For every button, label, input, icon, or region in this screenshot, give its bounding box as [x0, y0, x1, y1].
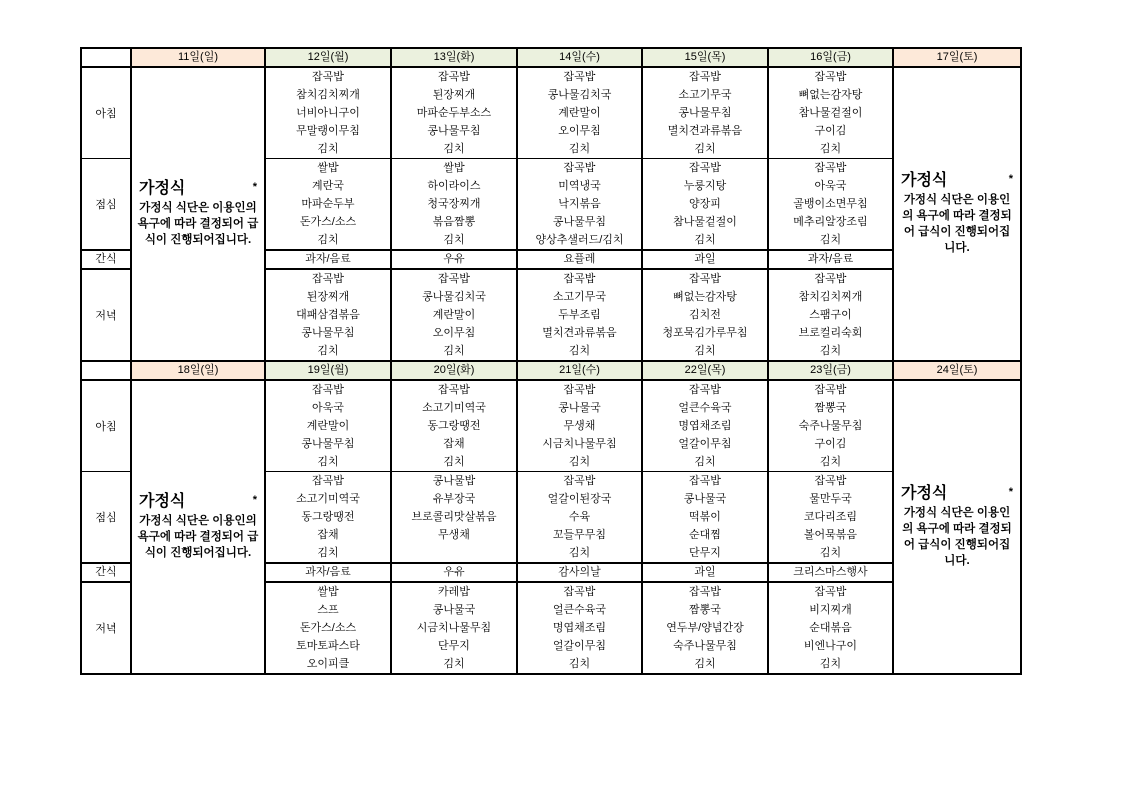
menu-item-list [266, 381, 390, 471]
note-description: 가정식 식단은 이용인의 욕구에 따라 결정되어 급식이 진행되어집니다. [137, 202, 259, 246]
menu-item-list [266, 270, 390, 360]
menu-cell-breakfast [642, 67, 768, 159]
menu-item: 멸치견과류볶음 [667, 125, 743, 137]
menu-cell-breakfast [768, 380, 893, 472]
menu-item: 잡곡밥 [563, 384, 596, 396]
menu-cell-lunch [768, 472, 893, 564]
menu-item: 비지찌개 [809, 604, 852, 616]
date-header-saturday: 17일(토) [893, 48, 1021, 67]
menu-table [80, 47, 1022, 675]
meal-row-label-dinner: 저녁 [81, 269, 131, 361]
home-meal-note-cell-saturday [893, 67, 1021, 361]
menu-item: 대패삼겹볶음 [296, 309, 360, 321]
menu-item: 김치 [443, 234, 465, 246]
date-header-sunday: 11일(일) [131, 48, 265, 67]
menu-item: 볼어묵볶음 [803, 529, 858, 541]
home-meal-note [137, 493, 259, 561]
menu-item: 잡곡밥 [689, 586, 721, 598]
menu-item: 짬뽕국 [689, 604, 721, 616]
menu-item-list [769, 583, 892, 673]
menu-item: 잡곡밥 [563, 586, 596, 598]
menu-item: 콩나물국 [683, 493, 727, 505]
menu-item: 잡곡밥 [814, 586, 847, 598]
menu-item: 미역냉국 [558, 180, 601, 192]
date-header-weekday: 22일(목) [642, 361, 768, 380]
menu-cell-lunch [642, 472, 768, 564]
breakfast-row [81, 67, 1021, 159]
note-header [899, 485, 1015, 503]
menu-item: 김치 [694, 143, 716, 155]
menu-item: 청포묵김가루무침 [662, 327, 748, 339]
menu-item: 잡곡밥 [563, 273, 596, 285]
menu-item: 구이김 [814, 125, 847, 137]
menu-item: 단무지 [689, 547, 721, 559]
snack-cell: 우유 [391, 563, 517, 582]
menu-item: 오이무침 [432, 327, 476, 339]
date-header-weekday: 20일(화) [391, 361, 517, 380]
menu-item: 잡곡밥 [563, 162, 596, 174]
note-header [137, 493, 259, 511]
menu-item: 잡곡밥 [438, 71, 470, 83]
menu-cell-breakfast [768, 67, 893, 159]
menu-item: 참나물겉절이 [673, 216, 737, 228]
menu-item: 돈가스/소스 [299, 622, 357, 634]
menu-item: 잡채 [317, 529, 339, 541]
menu-item: 얼큰수육국 [552, 604, 607, 616]
menu-item: 계란국 [312, 180, 344, 192]
menu-item: 소고기무국 [678, 89, 732, 101]
menu-item: 순대찜 [689, 529, 721, 541]
menu-item: 아욱국 [814, 180, 847, 192]
breakfast-row [81, 380, 1021, 472]
menu-item: 계란말이 [432, 309, 476, 321]
home-meal-note [899, 172, 1015, 256]
menu-item-list [518, 583, 641, 673]
menu-cell-lunch [517, 159, 642, 251]
menu-item-list [643, 472, 767, 562]
menu-item: 김치 [819, 234, 842, 246]
menu-item-list [769, 472, 892, 562]
menu-item: 김치 [819, 345, 842, 357]
menu-item: 동그랑땡전 [301, 511, 355, 523]
snack-cell: 감사의날 [517, 563, 642, 582]
menu-item-list [266, 472, 390, 562]
menu-item: 무생채 [563, 420, 596, 432]
menu-item: 콩나물무침 [427, 125, 481, 137]
menu-item-list [518, 270, 641, 360]
menu-item: 아욱국 [312, 402, 344, 414]
menu-cell-lunch [391, 159, 517, 251]
date-header-weekday: 13일(화) [391, 48, 517, 67]
menu-item: 잡곡밥 [814, 162, 847, 174]
menu-item: 김치 [443, 658, 465, 670]
menu-item: 양장피 [689, 198, 721, 210]
menu-item: 물만두국 [809, 493, 852, 505]
menu-item-list [643, 68, 767, 158]
menu-cell-lunch [265, 159, 391, 251]
menu-item: 잡곡밥 [438, 384, 470, 396]
meal-row-label-lunch: 점심 [81, 472, 131, 564]
note-asterisk: * [1008, 173, 1013, 185]
menu-item: 얼갈이무침 [552, 640, 607, 652]
menu-item: 양상추샐러드/김치 [535, 234, 624, 246]
menu-item: 소고기무국 [552, 291, 607, 303]
note-description: 가정식 식단은 이용인의 욕구에 따라 결정되어 급식이 진행되어집니다. [902, 507, 1012, 567]
menu-item: 잡채 [443, 438, 465, 450]
menu-cell-breakfast [391, 380, 517, 472]
menu-item-list [643, 583, 767, 673]
menu-item: 잡곡밥 [814, 475, 847, 487]
menu-item: 김치 [443, 456, 465, 468]
menu-item-list [392, 159, 516, 249]
meal-row-label-dinner: 저녁 [81, 582, 131, 674]
menu-cell-dinner [517, 269, 642, 361]
menu-item: 명엽채조림 [552, 622, 607, 634]
meal-row-label-lunch: 점심 [81, 159, 131, 251]
menu-item: 콩나물국 [558, 402, 601, 414]
meal-row-label-snack: 간식 [81, 563, 131, 582]
menu-item: 잡곡밥 [438, 273, 470, 285]
menu-cell-dinner [517, 582, 642, 674]
menu-item: 뼈없는감자탕 [798, 89, 863, 101]
menu-item: 잡곡밥 [312, 475, 344, 487]
menu-item: 돈가스/소스 [299, 216, 357, 228]
menu-item: 너비아니구이 [296, 107, 360, 119]
menu-item-list [392, 270, 516, 360]
menu-item: 참나물겉절이 [798, 107, 863, 119]
home-meal-note-cell-saturday [893, 380, 1021, 674]
menu-item: 쌀밥 [443, 162, 465, 174]
meal-row-label-breakfast: 아침 [81, 380, 131, 472]
menu-item: 연두부/양념간장 [666, 622, 744, 634]
menu-cell-lunch [391, 472, 517, 564]
menu-item: 김치 [443, 345, 465, 357]
menu-item: 수육 [568, 511, 591, 523]
menu-item: 잡곡밥 [689, 162, 721, 174]
menu-item: 김치 [568, 658, 591, 670]
menu-item: 브로콜리맛살볶음 [411, 511, 497, 523]
menu-item: 김치 [317, 456, 339, 468]
menu-item: 시금치나물무침 [542, 438, 617, 450]
menu-item: 숙주나물무침 [798, 420, 863, 432]
menu-cell-breakfast [517, 380, 642, 472]
menu-item-list [392, 381, 516, 471]
meal-row-label-breakfast: 아침 [81, 67, 131, 159]
menu-item-list [266, 68, 390, 158]
menu-item: 오이무침 [558, 125, 601, 137]
home-meal-note-cell-sunday [131, 380, 265, 674]
menu-item: 뼈없는감자탕 [673, 291, 737, 303]
menu-item-list [643, 159, 767, 249]
menu-item: 스프 [317, 604, 339, 616]
menu-item: 잡곡밥 [312, 71, 344, 83]
menu-item: 누룽지탕 [683, 180, 727, 192]
menu-item: 단무지 [438, 640, 470, 652]
menu-item: 김치 [694, 658, 716, 670]
menu-item: 김치 [819, 658, 842, 670]
menu-item: 동그랑땡전 [427, 420, 481, 432]
menu-item: 콩나물밥 [432, 475, 476, 487]
menu-item-list [769, 381, 892, 471]
menu-cell-breakfast [265, 67, 391, 159]
menu-item: 낙지볶음 [558, 198, 601, 210]
menu-item [392, 544, 516, 562]
menu-cell-lunch [642, 159, 768, 251]
menu-item-list [518, 68, 641, 158]
menu-item: 계란말이 [558, 107, 601, 119]
menu-item: 콩나물김치국 [422, 291, 486, 303]
menu-item: 참치김치찌개 [296, 89, 360, 101]
note-asterisk: * [252, 494, 257, 506]
menu-item: 김치 [317, 547, 339, 559]
snack-cell: 요플레 [517, 250, 642, 269]
menu-item: 김치 [568, 143, 591, 155]
menu-item: 카레밥 [438, 586, 470, 598]
menu-cell-dinner [391, 269, 517, 361]
menu-item: 콩나물무침 [552, 216, 607, 228]
menu-cell-lunch [768, 159, 893, 251]
menu-item: 된장찌개 [432, 89, 476, 101]
menu-item: 잡곡밥 [814, 273, 847, 285]
date-header-saturday: 24일(토) [893, 361, 1021, 380]
menu-item: 쌀밥 [317, 586, 339, 598]
menu-item: 얼갈이된장국 [547, 493, 612, 505]
date-header-sunday: 18일(일) [131, 361, 265, 380]
date-header-weekday: 23일(금) [768, 361, 893, 380]
menu-cell-breakfast [391, 67, 517, 159]
menu-item: 잡곡밥 [689, 273, 721, 285]
menu-cell-dinner [768, 582, 893, 674]
date-header-weekday: 14일(수) [517, 48, 642, 67]
snack-cell: 과자/음료 [768, 250, 893, 269]
menu-item: 마파순두부 [301, 198, 355, 210]
menu-item: 김치 [694, 456, 716, 468]
menu-item: 잡곡밥 [814, 384, 847, 396]
menu-item: 꼬들무무침 [552, 529, 607, 541]
menu-item: 콩나물무침 [301, 327, 355, 339]
menu-item: 짬뽕국 [814, 402, 847, 414]
home-meal-note [137, 180, 259, 248]
menu-item: 유부장국 [432, 493, 476, 505]
menu-item: 멸치견과류볶음 [542, 327, 617, 339]
snack-cell: 과자/음료 [265, 250, 391, 269]
menu-item: 청국장찌개 [427, 198, 481, 210]
date-header-weekday: 21일(수) [517, 361, 642, 380]
note-title: 가정식 [901, 485, 948, 502]
menu-item: 김치 [443, 143, 465, 155]
menu-item: 두부조림 [558, 309, 601, 321]
menu-item: 명엽채조림 [678, 420, 732, 432]
menu-item: 김치 [694, 234, 716, 246]
menu-item: 오이피클 [306, 658, 350, 670]
note-description: 가정식 식단은 이용인의 욕구에 따라 결정되어 급식이 진행되어집니다. [902, 194, 1012, 254]
menu-item: 코다리조림 [803, 511, 858, 523]
menu-item: 콩나물무침 [301, 438, 355, 450]
menu-item-list [266, 159, 390, 249]
menu-cell-breakfast [517, 67, 642, 159]
menu-cell-lunch [265, 472, 391, 564]
menu-item-list [769, 270, 892, 360]
menu-item: 하이라이스 [427, 180, 481, 192]
menu-item-list [518, 159, 641, 249]
menu-cell-dinner [265, 582, 391, 674]
menu-item: 얼큰수육국 [678, 402, 732, 414]
menu-item: 김치 [694, 345, 716, 357]
menu-item: 숙주나물무침 [673, 640, 737, 652]
note-title: 가정식 [139, 180, 186, 197]
menu-item-list [769, 68, 892, 158]
corner-cell [81, 361, 131, 380]
menu-item: 콩나물김치국 [547, 89, 612, 101]
date-header-weekday: 19일(월) [265, 361, 391, 380]
menu-item: 김치 [568, 345, 591, 357]
menu-cell-dinner [768, 269, 893, 361]
menu-item-list [392, 583, 516, 673]
menu-item: 메추리알장조림 [793, 216, 868, 228]
menu-item: 김치 [317, 234, 339, 246]
menu-item: 순대볶음 [809, 622, 852, 634]
menu-item: 쌀밥 [317, 162, 339, 174]
snack-cell: 크리스마스행사 [768, 563, 893, 582]
menu-item: 김치전 [689, 309, 721, 321]
menu-cell-dinner [642, 582, 768, 674]
menu-item: 참치김치찌개 [798, 291, 863, 303]
menu-item: 콩나물국 [432, 604, 476, 616]
note-description: 가정식 식단은 이용인의 욕구에 따라 결정되어 급식이 진행되어집니다. [137, 515, 259, 559]
menu-item-list [392, 68, 516, 158]
date-header-row [81, 361, 1021, 380]
menu-item: 떡볶이 [689, 511, 721, 523]
menu-item: 잡곡밥 [689, 71, 721, 83]
note-asterisk: * [1008, 486, 1013, 498]
menu-item: 얼갈이무침 [678, 438, 732, 450]
menu-item: 마파순두부소스 [416, 107, 492, 119]
menu-item: 된장찌개 [306, 291, 350, 303]
snack-cell: 과일 [642, 250, 768, 269]
menu-item: 무생채 [438, 529, 470, 541]
date-header-weekday: 15일(목) [642, 48, 768, 67]
menu-item-list [769, 159, 892, 249]
menu-item: 시금치나물무침 [416, 622, 492, 634]
note-title: 가정식 [901, 172, 948, 189]
menu-item-list [643, 381, 767, 471]
menu-item: 잡곡밥 [814, 71, 847, 83]
menu-item: 구이김 [814, 438, 847, 450]
note-header [137, 180, 259, 198]
menu-item: 김치 [819, 547, 842, 559]
menu-item: 잡곡밥 [689, 384, 721, 396]
menu-item: 비엔나구이 [803, 640, 858, 652]
menu-item-list [643, 270, 767, 360]
note-title: 가정식 [139, 493, 186, 510]
menu-item: 무말랭이무침 [296, 125, 360, 137]
note-header [899, 172, 1015, 190]
menu-cell-dinner [391, 582, 517, 674]
date-header-row [81, 48, 1021, 67]
menu-item-list [518, 381, 641, 471]
menu-cell-dinner [265, 269, 391, 361]
menu-item: 잡곡밥 [312, 273, 344, 285]
menu-item: 계란말이 [306, 420, 350, 432]
menu-cell-dinner [642, 269, 768, 361]
snack-cell: 과일 [642, 563, 768, 582]
menu-item-list [518, 472, 641, 562]
menu-item: 잡곡밥 [563, 71, 596, 83]
menu-item: 스팸구이 [809, 309, 852, 321]
menu-item: 김치 [819, 456, 842, 468]
menu-item: 김치 [819, 143, 842, 155]
meal-row-label-snack: 간식 [81, 250, 131, 269]
date-header-weekday: 12일(월) [265, 48, 391, 67]
date-header-weekday: 16일(금) [768, 48, 893, 67]
menu-item: 잡곡밥 [312, 384, 344, 396]
menu-item: 볶음짬뽕 [432, 216, 476, 228]
home-meal-note-cell-sunday [131, 67, 265, 361]
menu-item: 김치 [317, 143, 339, 155]
corner-cell [81, 48, 131, 67]
menu-item: 소고기미역국 [296, 493, 360, 505]
snack-cell: 우유 [391, 250, 517, 269]
menu-item: 김치 [568, 456, 591, 468]
menu-item: 김치 [568, 547, 591, 559]
menu-cell-lunch [517, 472, 642, 564]
note-asterisk: * [252, 181, 257, 193]
menu-item: 김치 [317, 345, 339, 357]
menu-cell-breakfast [642, 380, 768, 472]
menu-item-list [392, 472, 516, 562]
menu-cell-breakfast [265, 380, 391, 472]
menu-item: 브로컬리숙회 [798, 327, 863, 339]
home-meal-note [899, 485, 1015, 569]
menu-item: 토마토파스타 [296, 640, 360, 652]
menu-item: 콩나물무침 [678, 107, 732, 119]
menu-item: 잡곡밥 [563, 475, 596, 487]
menu-item-list [266, 583, 390, 673]
snack-cell: 과자/음료 [265, 563, 391, 582]
menu-table-body [81, 48, 1021, 674]
menu-item: 소고기미역국 [422, 402, 486, 414]
menu-item: 골뱅이소면무침 [793, 198, 868, 210]
menu-item: 잡곡밥 [689, 475, 721, 487]
